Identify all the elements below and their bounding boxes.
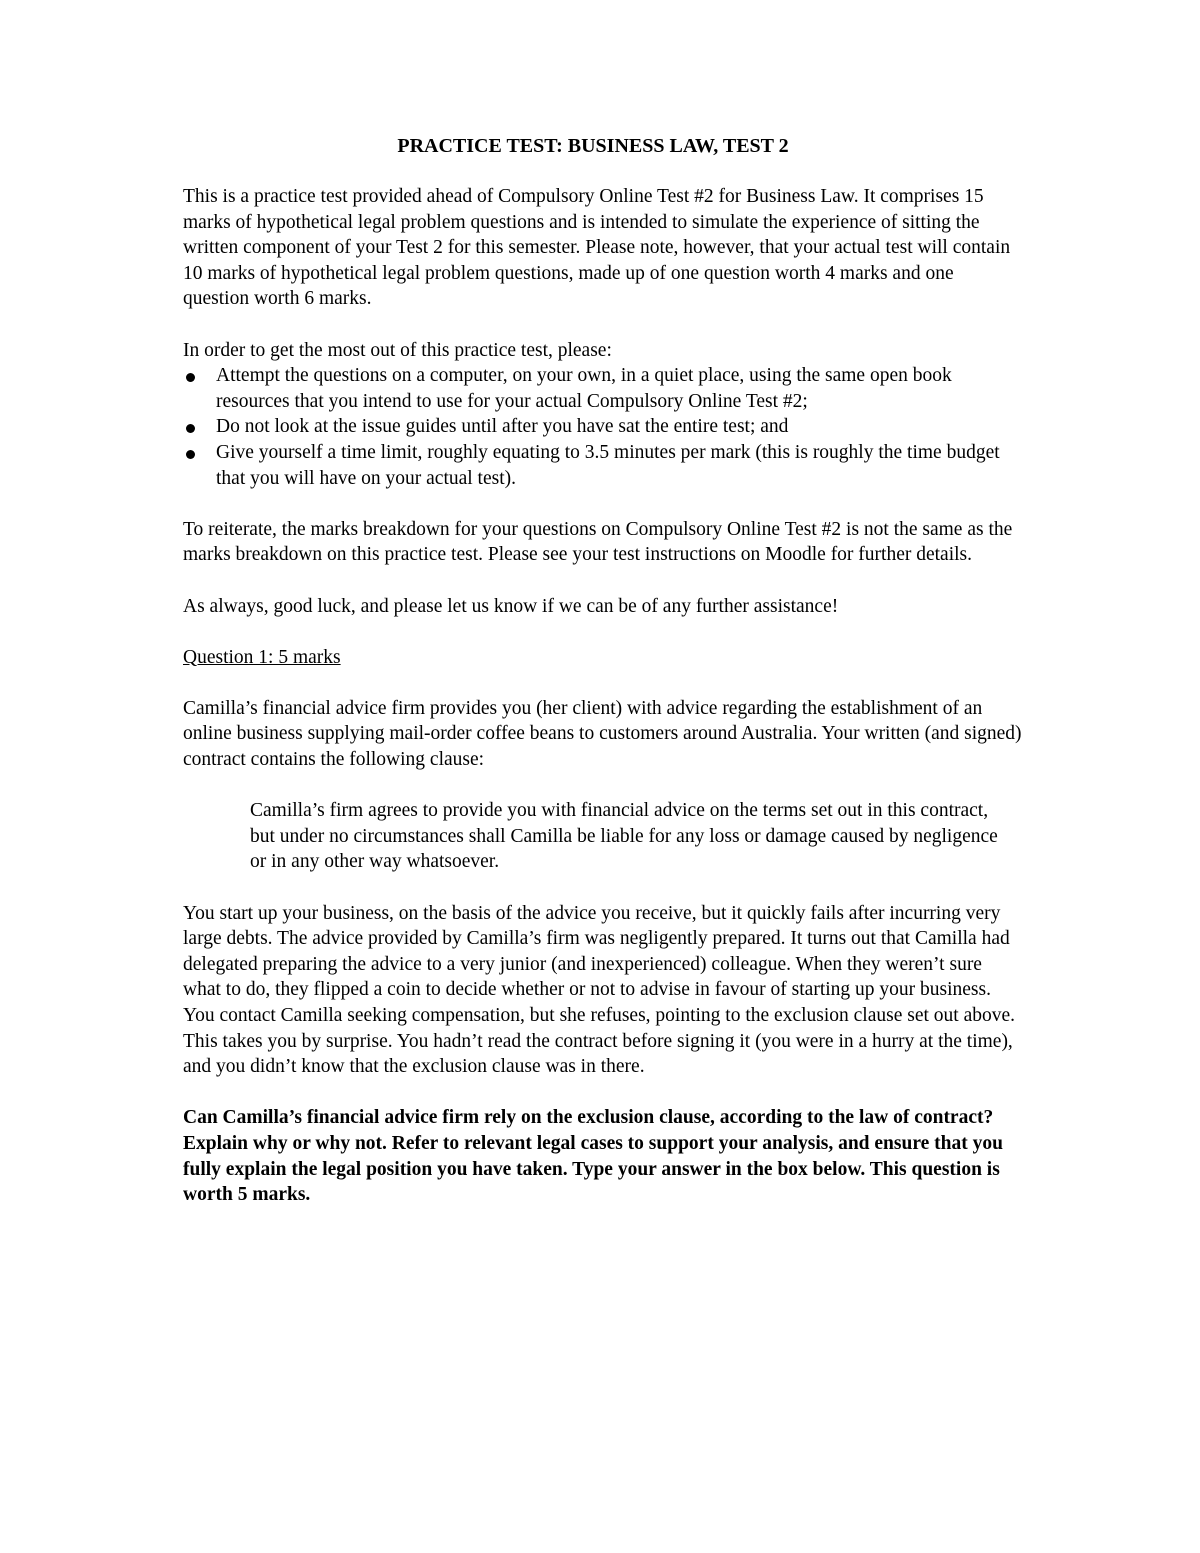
reiterate-paragraph: To reiterate, the marks breakdown for your questions on Compulsory Online Test #2 is not the same as the marks breakdown on this practice test. Please see your test instructions on Moodle for further details. bbox=[183, 518, 1013, 566]
intro-paragraph: This is a practice test provided ahead of Compulsory Online Test #2 for Business Law. It comprises 15 marks of hypothetical legal problem questions and is intended to simulate the experience of sitting the written component of your Test 2 for this semester. Please note, however, that your actual test will contain 10 marks of hypothetical legal problem questions, made up of one question worth 4 marks and one question worth 6 marks. bbox=[183, 186, 1011, 310]
bullet-icon bbox=[186, 373, 195, 382]
instructions-lead: In order to get the most out of this practice test, please: bbox=[183, 339, 612, 361]
list-item-text: Attempt the questions on a computer, on your own, in a quiet place, using the same open book resources that you intend to use for your actual Compulsory Online Test #2; bbox=[216, 365, 952, 412]
bullet-icon bbox=[186, 424, 195, 433]
exclusion-clause: Camilla’s firm agrees to provide you with financial advice on the terms set out in this contract, but under no circumstances shall Camilla be liable for any loss or damage caused by negligence or in any other way whatsoever. bbox=[250, 800, 998, 873]
question-heading-text: Question 1: 5 marks bbox=[183, 646, 341, 668]
question-heading bbox=[183, 645, 1023, 671]
question-scenario: Camilla’s financial advice firm provides you (her client) with advice regarding the establishment of an online business supplying mail-order coffee beans to customers around Australia. Your written (and signed) contract contains the following clause: bbox=[183, 697, 1022, 771]
document-title: PRACTICE TEST: BUSINESS LAW, TEST 2 bbox=[397, 135, 789, 157]
list-item bbox=[183, 414, 1023, 440]
good-luck-paragraph: As always, good luck, and please let us know if we can be of any further assistance! bbox=[183, 595, 839, 617]
list-item bbox=[183, 440, 1023, 491]
question-task: Can Camilla’s financial advice firm rely on the exclusion clause, according to the law of contract? Explain why or why not. Refer to relevant legal cases to support your analysis, and ensure that you fully explain the legal position you have taken. Type your answer in the box below. This question is worth 5 marks. bbox=[183, 1107, 1003, 1206]
list-item-text: Do not look at the issue guides until after you have sat the entire test; and bbox=[216, 416, 789, 438]
list-item bbox=[183, 363, 1023, 414]
question-facts: You start up your business, on the basis of the advice you receive, but it quickly fails after incurring very large debts. The advice provided by Camilla’s firm was negligently prepared. It turns out that Camilla had delegated preparing the advice to a very junior (and inexperienced) colleague. When they weren’t sure what to do, they flipped a coin to decide whether or not to advise in favour of starting up your business. You contact Camilla seeking compensation, but she refuses, pointing to the exclusion clause set out above. This takes you by surprise. You hadn’t read the contract before signing it (you were in a hurry at the time), and you didn’t know that the exclusion clause was in there. bbox=[183, 902, 1016, 1078]
bullet-icon bbox=[186, 450, 195, 459]
document-page bbox=[183, 133, 1023, 1233]
list-item-text: Give yourself a time limit, roughly equating to 3.5 minutes per mark (this is roughly the time budget that you will have on your actual test). bbox=[216, 441, 1000, 489]
instructions-list bbox=[183, 363, 1023, 491]
